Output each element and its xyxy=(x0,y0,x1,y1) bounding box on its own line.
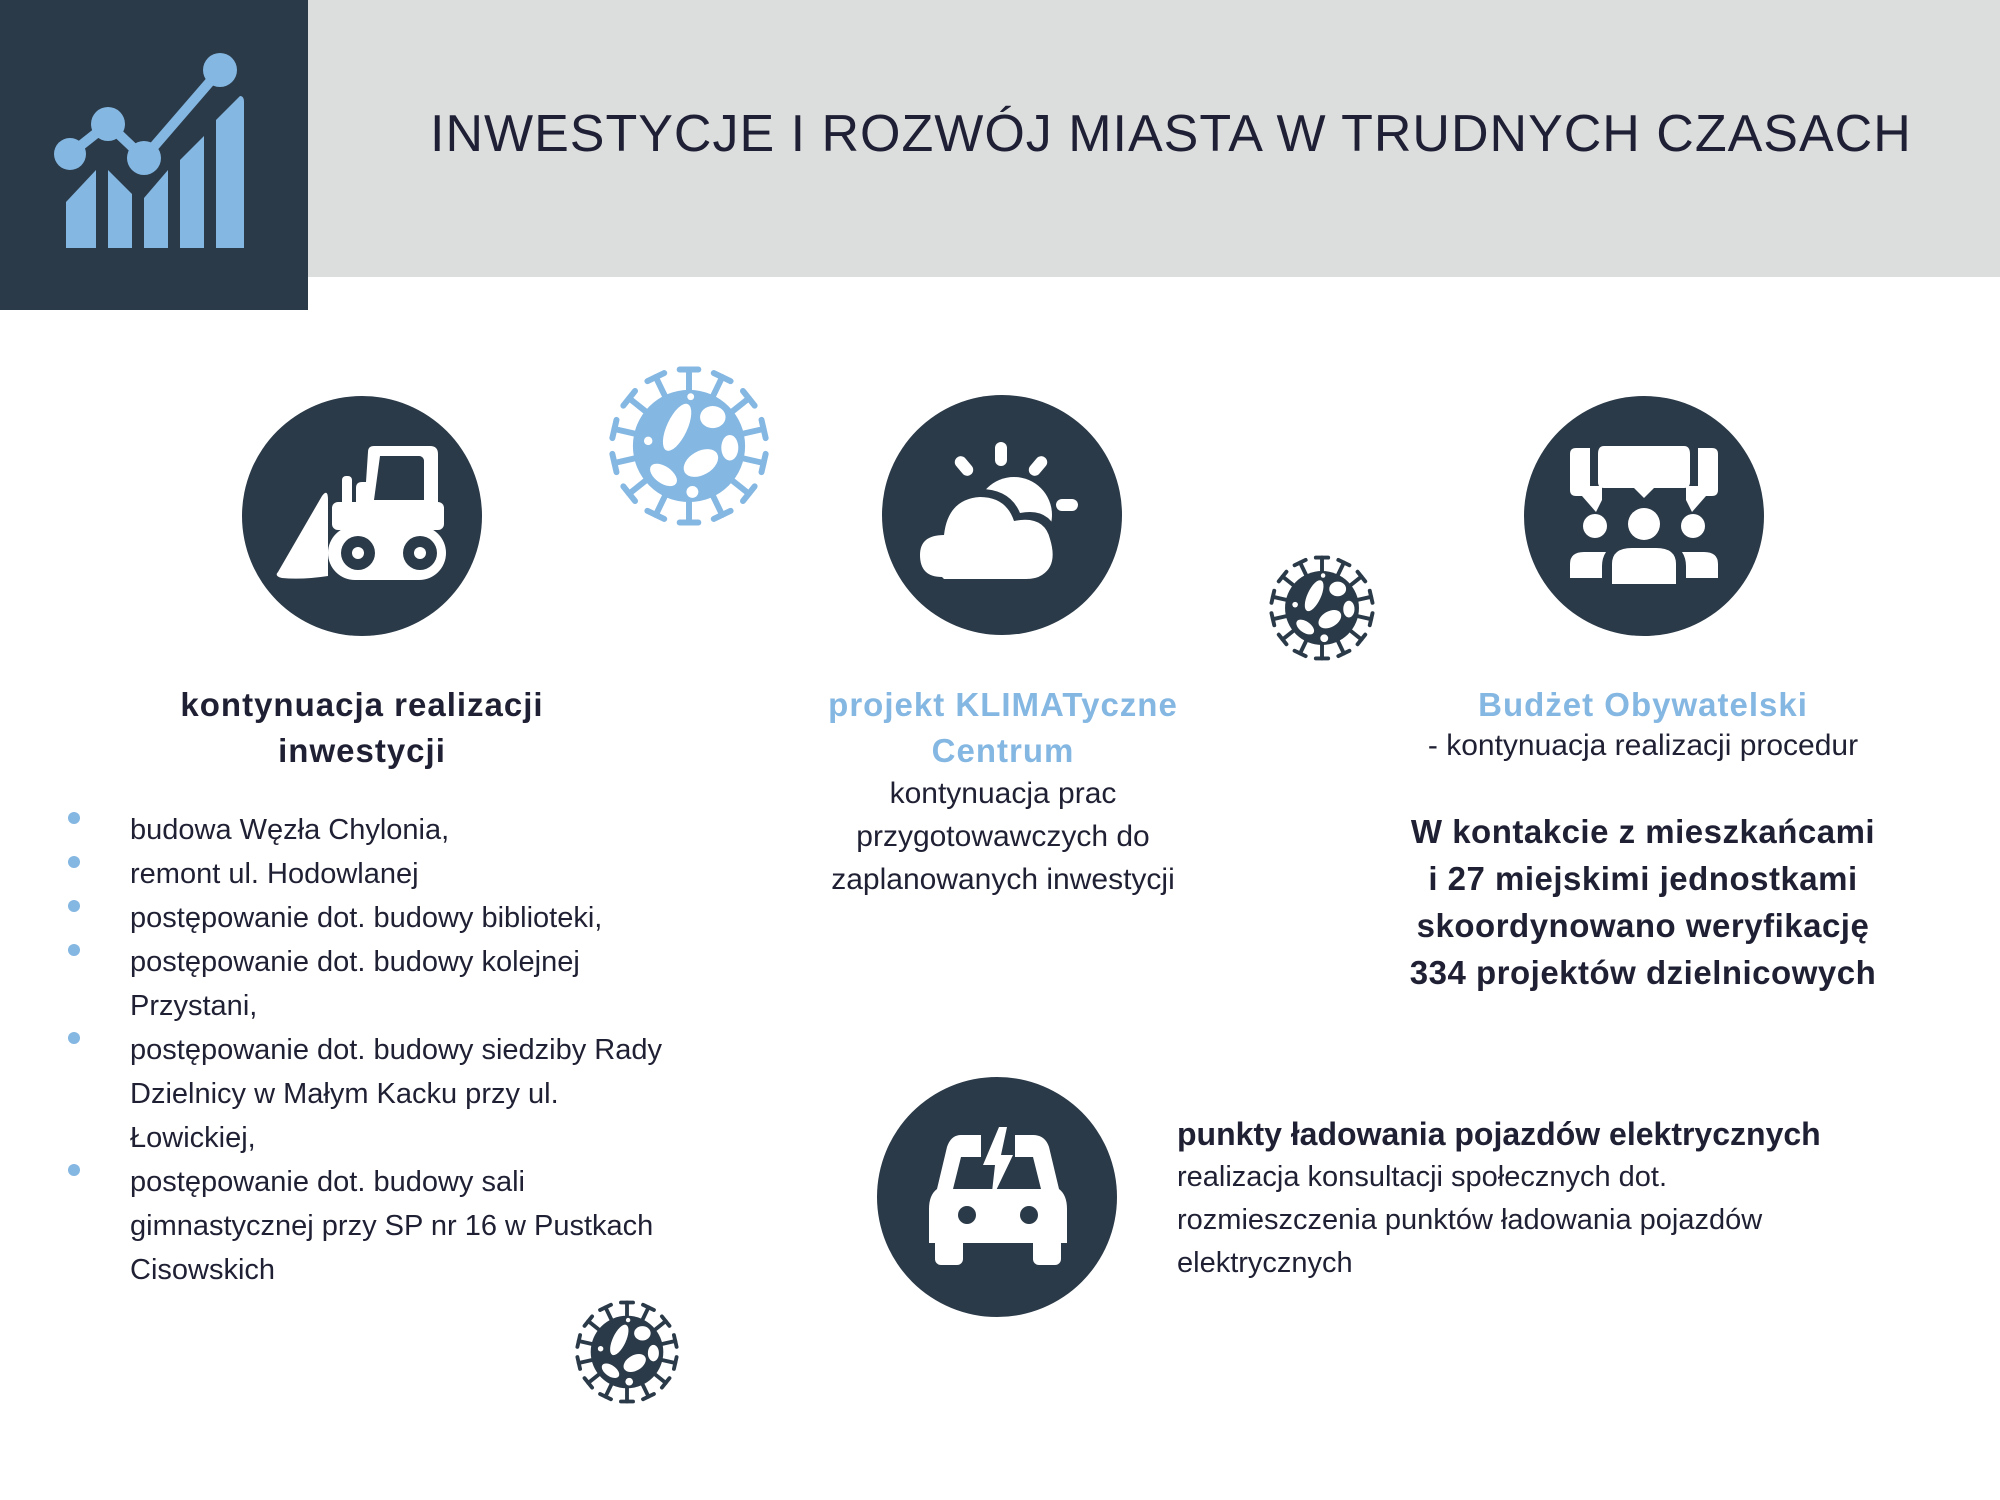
ev-charging-description-line: elektrycznych xyxy=(1177,1247,1353,1279)
ev-charging-description xyxy=(1177,1156,1977,1285)
cloud-sun-circle xyxy=(882,395,1122,635)
list-item xyxy=(0,808,800,852)
list-item-text: postępowanie dot. budowy biblioteki, xyxy=(130,902,603,934)
list-item-text: gimnastycznej przy SP nr 16 w Pustkach xyxy=(130,1210,654,1242)
bullet-icon xyxy=(68,900,80,912)
climate-description xyxy=(803,772,1203,901)
virus-icon xyxy=(1266,552,1378,664)
budget-highlight-line: skoordynowano weryfikację xyxy=(1416,907,1870,944)
list-item-text: Łowickiej, xyxy=(130,1122,256,1154)
climate-heading xyxy=(803,682,1203,774)
bullet-icon xyxy=(68,812,80,824)
ev-charging-description-line: rozmieszczenia punktów ładowania pojazdów xyxy=(1177,1204,1763,1236)
logo-box xyxy=(0,0,308,310)
bullet-icon xyxy=(68,1164,80,1176)
list-item-text: Przystani, xyxy=(130,990,258,1022)
investments-heading-line: kontynuacja realizacji xyxy=(180,686,544,723)
list-item xyxy=(0,940,800,1028)
electric-car-circle xyxy=(877,1077,1117,1317)
list-item xyxy=(0,1160,800,1292)
budget-highlight-line: i 27 miejskimi jednostkami xyxy=(1428,860,1858,897)
growth-chart-icon xyxy=(48,52,252,254)
list-item-text: Cisowskich xyxy=(130,1254,276,1286)
climate-heading-line: projekt KLIMATyczne xyxy=(828,686,1178,723)
cloud-sun-icon xyxy=(882,395,1122,635)
list-item xyxy=(0,896,800,940)
climate-description-line: zaplanowanych inwestycji xyxy=(831,863,1175,896)
climate-heading-line: Centrum xyxy=(931,732,1075,769)
list-item-text: postępowanie dot. budowy sali xyxy=(130,1166,525,1198)
people-discussion-icon xyxy=(1524,396,1764,636)
bulldozer-icon xyxy=(242,396,482,636)
bullet-icon xyxy=(68,1032,80,1044)
climate-description-line: kontynuacja prac xyxy=(889,777,1117,810)
list-item xyxy=(0,1028,800,1160)
page-title: INWESTYCJE I ROZWÓJ MIASTA W TRUDNYCH CZASACH xyxy=(430,105,1912,163)
list-item xyxy=(0,852,800,896)
budget-highlight-line: 334 projektów dzielnicowych xyxy=(1409,954,1877,991)
list-item-text: remont ul. Hodowlanej xyxy=(130,858,419,890)
electric-car-icon xyxy=(877,1077,1117,1317)
budget-heading: Budżet Obywatelski xyxy=(1478,686,1808,723)
list-item-text: Dzielnicy w Małym Kacku przy ul. xyxy=(130,1078,559,1110)
ev-charging-heading: punkty ładowania pojazdów elektrycznych xyxy=(1177,1116,1821,1152)
ev-charging-description-line: realizacja konsultacji społecznych dot. xyxy=(1177,1161,1668,1193)
bullet-icon xyxy=(68,944,80,956)
investments-heading-line: inwestycji xyxy=(278,732,446,769)
investments-heading xyxy=(162,682,562,774)
virus-icon xyxy=(604,360,774,532)
bullet-icon xyxy=(68,856,80,868)
ev-charging-section xyxy=(1177,1112,1977,1285)
list-item-text: postępowanie dot. budowy kolejnej xyxy=(130,946,580,978)
people-circle xyxy=(1524,396,1764,636)
budget-highlight-line: W kontakcie z mieszkańcami xyxy=(1410,813,1876,850)
list-item-text: budowa Węzła Chylonia, xyxy=(130,814,450,846)
budget-subheading: - kontynuacja realizacji procedur xyxy=(1427,729,1859,762)
bulldozer-circle xyxy=(242,396,482,636)
list-item-text: postępowanie dot. budowy siedziby Rady xyxy=(130,1034,662,1066)
climate-description-line: przygotowawczych do xyxy=(856,820,1150,853)
investments-list xyxy=(0,808,800,1292)
budget-highlight xyxy=(1343,808,1943,996)
virus-icon xyxy=(572,1296,682,1408)
